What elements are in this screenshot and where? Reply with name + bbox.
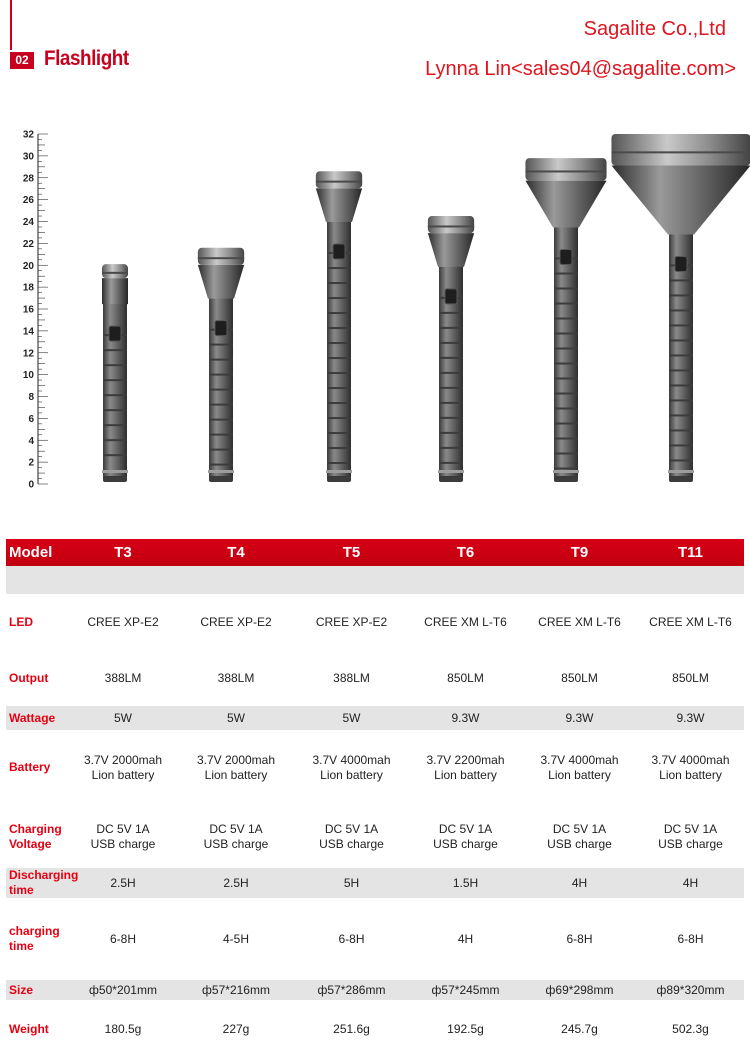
table-cell: 245.7g	[561, 1021, 598, 1036]
flashlight-head	[428, 233, 474, 267]
grip-ring	[669, 369, 693, 371]
grip-ring	[327, 387, 351, 389]
grip-ring	[554, 273, 578, 275]
grip-ring	[327, 402, 351, 404]
section-title: Flashlight	[44, 47, 129, 70]
table-cell: 6-8H	[566, 931, 593, 946]
tail-cap	[209, 476, 233, 482]
grip-ring	[554, 378, 578, 380]
ruler-label: 8	[28, 392, 34, 403]
ruler-label: 10	[22, 370, 34, 382]
table-cell: 850LM	[447, 670, 484, 685]
header-accent-line	[10, 0, 12, 50]
grip-ring	[669, 309, 693, 311]
model-header-cell: T4	[227, 544, 245, 561]
grip-ring	[209, 449, 233, 451]
model-header: Model	[9, 544, 53, 561]
grip-ring	[669, 459, 693, 461]
ruler-label: 12	[22, 348, 34, 360]
switch-display	[445, 289, 457, 304]
flashlight-head	[316, 188, 362, 222]
bezel-groove	[198, 257, 244, 259]
grip-ring	[554, 453, 578, 455]
table-cell: CREE XP-E2	[87, 614, 159, 629]
grip-ring	[669, 294, 693, 296]
grip-ring	[669, 324, 693, 326]
ruler-label: 0	[28, 479, 34, 491]
flashlight-head	[525, 181, 606, 228]
flashlight-head	[198, 265, 244, 299]
table-cell: ф57*216mm	[202, 982, 270, 997]
tail-cap	[669, 476, 693, 482]
table-cell: CREE XP-E2	[200, 614, 272, 629]
table-cell: 6-8H	[677, 931, 704, 946]
grip-ring	[327, 327, 351, 329]
switch-display	[560, 250, 572, 265]
grip-ring	[439, 327, 463, 329]
table-cell: DC 5V 1A USB charge	[547, 821, 612, 851]
table-cell: 9.3W	[451, 710, 480, 725]
tail-ring	[438, 470, 464, 473]
ruler-label: 20	[22, 260, 34, 272]
grip-ring	[554, 423, 578, 425]
table-cell: DC 5V 1A USB charge	[203, 821, 269, 851]
model-header-cell: T11	[677, 544, 704, 561]
table-cell: 3.7V 4000mah Lion battery	[651, 752, 730, 782]
grip-ring	[669, 414, 693, 416]
grip-ring	[327, 312, 351, 314]
table-row-output	[6, 650, 744, 706]
table-cell: 4-5H	[222, 931, 249, 946]
grip-ring	[439, 387, 463, 389]
table-cell: CREE XM L-T6	[649, 614, 732, 629]
table-row-charging-time	[6, 898, 744, 980]
table-cell: 2.5H	[110, 875, 136, 890]
table-cell: DC 5V 1A USB charge	[433, 821, 498, 851]
row-label: Discharging time	[9, 868, 79, 897]
grip-ring	[554, 438, 578, 440]
row-label: Wattage	[9, 710, 56, 725]
flashlight-bezel	[102, 264, 128, 278]
grip-ring	[209, 404, 233, 406]
ruler-label: 14	[22, 326, 34, 338]
switch-display	[215, 321, 227, 336]
table-cell: 2.5H	[223, 875, 249, 890]
row-label: LED	[9, 614, 33, 629]
grip-ring	[327, 372, 351, 374]
grip-ring	[554, 303, 578, 305]
spec-table	[6, 539, 744, 1058]
table-row-battery	[6, 730, 744, 805]
table-row-led	[6, 594, 744, 650]
bezel-groove	[611, 151, 750, 153]
grip-ring	[439, 432, 463, 434]
table-cell: 180.5g	[104, 1021, 142, 1036]
table-cell: ф89*320mm	[656, 982, 725, 997]
table-cell: DC 5V 1A USB charge	[319, 821, 384, 851]
table-cell: ф69*298mm	[545, 982, 614, 997]
table-cell: 502.3g	[672, 1021, 709, 1036]
table-cell: CREE XM L-T6	[424, 614, 507, 629]
flashlight-t3	[102, 264, 128, 482]
flashlight-t11	[611, 134, 750, 482]
flashlight-t5	[316, 171, 362, 482]
ruler-label: 2	[28, 457, 34, 469]
row-label: charging time	[9, 924, 60, 953]
row-label: Output	[9, 670, 49, 685]
table-cell: ф57*245mm	[431, 982, 500, 997]
grip-ring	[209, 344, 233, 346]
flashlight-lineup	[0, 125, 750, 495]
model-header-cell: T3	[114, 544, 132, 561]
grip-ring	[554, 363, 578, 365]
ruler-label: 18	[22, 282, 34, 294]
table-cell: ф50*201mm	[89, 982, 157, 997]
flashlight-head	[611, 166, 750, 235]
tail-ring	[668, 470, 694, 473]
flashlight-head	[102, 278, 128, 304]
ruler-label: 32	[22, 129, 34, 141]
row-label: Size	[9, 982, 34, 997]
grip-ring	[103, 424, 127, 426]
grip-ring	[554, 288, 578, 290]
table-cell: 9.3W	[565, 710, 594, 725]
flashlight-bezel	[611, 134, 750, 166]
flashlight-bezel	[198, 248, 244, 265]
grip-ring	[327, 282, 351, 284]
grip-ring	[103, 364, 127, 366]
grip-ring	[209, 374, 233, 376]
grip-ring	[209, 389, 233, 391]
flashlight-bezel	[525, 158, 606, 181]
tail-cap	[327, 476, 351, 482]
table-spacer-row	[6, 566, 744, 594]
ruler-label: 6	[28, 413, 34, 425]
ruler-label: 24	[22, 217, 34, 228]
flashlight-bezel	[316, 171, 362, 188]
spacer-cell	[6, 566, 744, 594]
table-cell: 227g	[222, 1021, 250, 1036]
table-cell: 251.6g	[333, 1021, 370, 1036]
table-cell: 4H	[682, 875, 699, 890]
grip-ring	[669, 279, 693, 281]
tail-cap	[103, 476, 127, 482]
grip-ring	[209, 434, 233, 436]
switch-display	[675, 256, 687, 271]
grip-ring	[669, 399, 693, 401]
table-row-charging-voltage	[6, 805, 744, 868]
tail-ring	[208, 470, 234, 473]
table-cell: 3.7V 2000mah Lion battery	[83, 752, 163, 782]
bezel-groove	[525, 170, 606, 172]
switch-display	[109, 326, 121, 341]
ruler-label: 16	[22, 304, 34, 316]
bezel-groove	[316, 181, 362, 183]
table-cell: 388LM	[104, 670, 142, 685]
grip-ring	[327, 462, 351, 464]
table-cell: 6-8H	[338, 931, 365, 946]
table-row-discharging-time	[6, 868, 744, 898]
grip-ring	[554, 393, 578, 395]
grip-ring	[669, 354, 693, 356]
table-cell: CREE XP-E2	[315, 614, 388, 629]
model-header-cell: T6	[456, 544, 475, 561]
grip-ring	[327, 432, 351, 434]
table-cell: 5W	[114, 710, 132, 725]
table-cell: CREE XM L-T6	[538, 614, 621, 629]
tail-ring	[326, 470, 352, 473]
grip-ring	[554, 468, 578, 470]
grip-ring	[209, 359, 233, 361]
table-cell: 192.5g	[447, 1021, 484, 1036]
table-cell: 3.7V 4000mah Lion battery	[540, 752, 619, 782]
row-label: Weight	[9, 1021, 49, 1036]
flashlight-t9	[525, 158, 606, 482]
company-name: Sagalite Co.,Ltd	[583, 18, 726, 40]
ruler-label: 28	[22, 173, 34, 185]
grip-ring	[103, 454, 127, 456]
table-cell: 5W	[227, 710, 245, 725]
flashlight-t6	[428, 216, 474, 482]
table-cell: 850LM	[561, 670, 598, 685]
grip-ring	[103, 379, 127, 381]
grip-ring	[209, 464, 233, 466]
switch-display	[333, 244, 345, 259]
tail-ring	[102, 470, 128, 473]
table-row-weight	[6, 1000, 744, 1058]
grip-ring	[327, 297, 351, 299]
table-header-row	[6, 539, 744, 566]
bezel-groove	[102, 272, 128, 274]
grip-ring	[669, 339, 693, 341]
ruler-label: 26	[22, 195, 34, 207]
grip-ring	[554, 318, 578, 320]
grip-ring	[439, 357, 463, 359]
tail-cap	[439, 476, 463, 482]
grip-ring	[439, 402, 463, 404]
ruler-label: 22	[22, 238, 34, 250]
grip-ring	[669, 444, 693, 446]
table-cell: 388LM	[333, 670, 370, 685]
table-cell: 4H	[571, 875, 588, 890]
table-cell: 4H	[457, 931, 474, 946]
bezel-groove	[428, 225, 474, 227]
grip-ring	[327, 342, 351, 344]
grip-ring	[439, 417, 463, 419]
table-cell: 5W	[342, 710, 361, 725]
ruler-label: 30	[22, 151, 34, 163]
table-cell: 6-8H	[109, 931, 136, 946]
grip-ring	[669, 384, 693, 386]
grip-ring	[327, 447, 351, 449]
table-cell: DC 5V 1A USB charge	[90, 821, 156, 851]
table-cell: 5H	[343, 875, 360, 890]
model-header-cell: T5	[342, 544, 361, 561]
flashlight-t4	[198, 248, 244, 482]
grip-ring	[103, 409, 127, 411]
grip-ring	[327, 417, 351, 419]
row-label: Battery	[9, 760, 51, 774]
row-label: Charging Voltage	[9, 821, 62, 851]
table-cell: 3.7V 4000mah Lion battery	[312, 752, 391, 782]
tail-ring	[553, 470, 579, 473]
table-row-wattage	[6, 706, 744, 730]
tail-cap	[554, 476, 578, 482]
grip-ring	[554, 348, 578, 350]
grip-ring	[439, 312, 463, 314]
table-cell: DC 5V 1A USB charge	[658, 821, 723, 851]
grip-ring	[554, 333, 578, 335]
table-cell: 1.5H	[452, 875, 479, 890]
table-cell: 388LM	[217, 670, 255, 685]
flashlight-bezel	[428, 216, 474, 233]
grip-ring	[327, 267, 351, 269]
grip-ring	[103, 349, 127, 351]
grip-ring	[103, 439, 127, 441]
model-header-cell: T9	[570, 544, 589, 561]
table-cell: 850LM	[672, 670, 709, 685]
grip-ring	[209, 419, 233, 421]
grip-ring	[439, 447, 463, 449]
ruler-label: 4	[28, 435, 34, 447]
table-row-size	[6, 980, 744, 1000]
page-header	[0, 0, 750, 90]
table-cell: 3.7V 2200mah Lion battery	[426, 752, 505, 782]
section-number-badge: 02	[10, 52, 34, 69]
grip-ring	[439, 372, 463, 374]
grip-ring	[669, 429, 693, 431]
grip-ring	[327, 357, 351, 359]
grip-ring	[439, 342, 463, 344]
contact-email: Lynna Lin<sales04@sagalite.com>	[425, 58, 736, 80]
table-cell: ф57*286mm	[317, 982, 386, 997]
table-cell: 3.7V 2000mah Lion battery	[196, 752, 276, 782]
grip-ring	[439, 462, 463, 464]
grip-ring	[554, 408, 578, 410]
table-cell: 9.3W	[676, 710, 705, 725]
grip-ring	[103, 394, 127, 396]
